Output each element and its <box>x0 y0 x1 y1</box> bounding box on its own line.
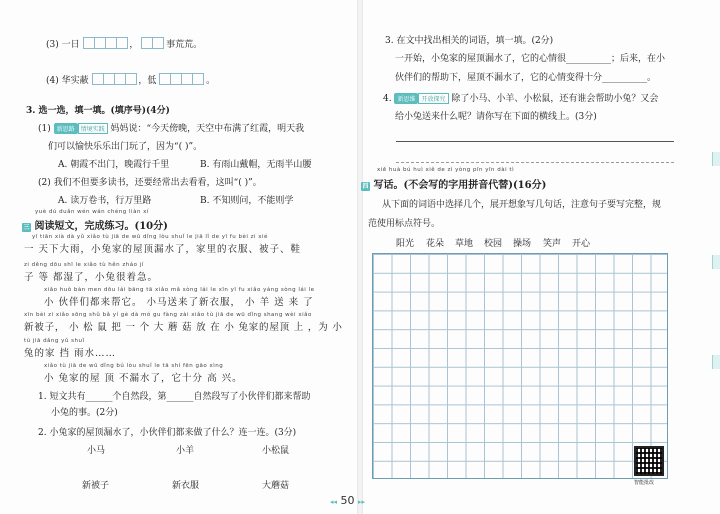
answer-line[interactable] <box>396 141 674 142</box>
answer-grid[interactable] <box>159 73 203 88</box>
pinyin-line: xiǎo huǒ bàn men dōu lái bāng tā xiǎo mǎ sòng lái le xīn yī fu xiǎo yáng sòng lái le <box>44 287 315 293</box>
passage-line: 一 天下大雨，小兔家的屋顶漏水了，家里的衣服、被子、鞋 <box>24 244 302 255</box>
answer-grid[interactable] <box>92 73 136 88</box>
question-2: 2. 小兔家的屋顶漏水了，小伙伴们都来做了什么？连一连。(3分) <box>38 428 297 438</box>
option-b[interactable]: B. 有雨山戴帽，无雨半山腰 <box>200 160 312 170</box>
word-3: 草地 <box>455 239 474 249</box>
passage-line: 小 伙伴们都来帮它。 小马送来了新衣服， 小 羊 送 来 了 <box>44 297 314 308</box>
right-q3-line2: 伙伴们的帮助下，屋顶不漏水了，它的心情变得十分__________。 <box>395 73 657 83</box>
passage-line: 兔的家 挡 雨水…… <box>24 348 117 359</box>
right-q3-line1: 一开始，小兔家的屋顶漏水了，它的心情很__________；后来，在小 <box>395 54 666 64</box>
word-5: 操场 <box>513 239 532 249</box>
right-q4-line2: 给小兔送来什么呢？请你写在下面的横线上。(3分) <box>395 112 597 122</box>
option-a[interactable]: A. 读万卷书，行万里路 <box>58 196 152 206</box>
answer-grid[interactable] <box>83 37 127 52</box>
right-question-3: 3. 在文中找出相关的词语，填一填。(2分) <box>385 36 554 46</box>
pinyin-line: yī tiān xià dà yǔ xiǎo tù jiā de wū dǐng lòu shuǐ le jiā lǐ de yī fu bèi zi xié <box>32 234 268 240</box>
idiom-item-3: (3) 一日 ， 事荒荒。 <box>46 37 202 52</box>
question-1-line2: 小兔的事。(2分) <box>51 408 118 418</box>
word-4: 校园 <box>484 239 503 249</box>
new-thinking-badge: 新思维 <box>394 93 418 104</box>
section-number-icon: 三 <box>23 224 30 231</box>
pinyin-line: xīn bèi zi xiǎo sōng shǔ bǎ yí gè dà mó gu fàng zài xiǎo tù jiā de wū dǐng shang wèi xiǎo <box>24 312 312 318</box>
option-b[interactable]: B. 不知则问，不能则学 <box>200 196 294 206</box>
pinyin-line: tù jiā dǎng yǔ shuǐ <box>24 338 85 344</box>
match-item-lamb[interactable]: 小羊 <box>176 446 195 456</box>
question-3-1-line2: 们可以愉快乐乐出门玩了，因为“( )”。 <box>48 142 203 152</box>
scenario-badge: 情境实践 <box>78 123 108 134</box>
question-3-2: (2) 我们不但要多读书，还要经常出去看看，这叫“( )”。 <box>38 178 262 188</box>
arrow-left-icon: ◂◂ <box>330 498 338 506</box>
idiom-item-4: (4) 华实蔽 ，低 。 <box>46 73 215 88</box>
question-1: 1. 短文共有______个自然段，第______自然段写了小伙伴们都来帮助 <box>38 392 311 402</box>
section-4-desc-2: 范使用标点符号。 <box>368 219 441 229</box>
word-6: 笑声 <box>543 239 562 249</box>
side-tab <box>712 152 720 166</box>
qr-code[interactable] <box>634 446 664 476</box>
book-spine <box>357 0 366 514</box>
open-explore-badge: 开放探究 <box>418 93 448 104</box>
pinyin-line: zi děng dōu shī le xiǎo tù hěn zháo jí <box>24 262 144 268</box>
match-item-quilt[interactable]: 新被子 <box>82 481 110 491</box>
passage-line: 子 等 都湿了，小兔很着急。 <box>24 272 159 283</box>
section-pinyin: xiě huà bú huì xiě de zì yòng pīn yīn dài tì <box>377 167 515 173</box>
word-2: 花朵 <box>426 239 445 249</box>
word-1: 阳光 <box>396 239 415 249</box>
section-number-icon: 四 <box>362 183 369 190</box>
word-7: 开心 <box>572 239 591 249</box>
page-number: ◂◂ 50 ▸▸ <box>330 494 366 507</box>
question-3-1: (1) 新思路 情境实践 妈妈说：“今天傍晚，天空中布满了红霞，明天我 <box>38 124 305 134</box>
section-4-desc-1: 从下面的词语中选择几个，展开想象写几句话，注意句子要写完整，规 <box>382 200 662 210</box>
section-4-heading: 四 写话。(不会写的字用拼音代替)(16分) <box>362 180 547 191</box>
pinyin-line: xiǎo tù jiā de wū dǐng bú lòu shuǐ le tā shí fēn gāo xìng <box>44 363 224 369</box>
section-pinyin: yuè dú duǎn wén wán chéng liàn xí <box>35 209 149 215</box>
match-item-mushroom[interactable]: 大蘑菇 <box>262 481 290 491</box>
right-question-4: 4. 新思维 开放探究 除了小马、小羊、小松鼠，还有谁会帮助小兔？又会 <box>383 94 659 104</box>
match-item-clothes[interactable]: 新衣服 <box>172 481 200 491</box>
option-a[interactable]: A. 朝霞不出门，晚霞行千里 <box>58 160 170 170</box>
passage-line: 新被子， 小 松 鼠 把 一 个 大 蘑 菇 放 在 小 兔家的屋顶 上 ，为 小 <box>24 322 343 333</box>
arrow-right-icon: ▸▸ <box>358 498 366 506</box>
match-item-squirrel[interactable]: 小松鼠 <box>262 446 290 456</box>
question-3-title: 3. 选一选，填一填。(填序号)(4分) <box>26 106 170 116</box>
answer-grid[interactable] <box>141 37 163 52</box>
side-tab <box>712 255 720 269</box>
section-3-heading: 三 阅读短文，完成练习。(10分) <box>23 221 168 232</box>
side-tab <box>712 355 720 369</box>
qr-label: 智能批改 <box>634 480 655 486</box>
match-item-pony[interactable]: 小马 <box>87 446 106 456</box>
passage-line: 小 兔家的屋 顶 不漏水了，它十分 高 兴。 <box>44 373 243 384</box>
answer-line[interactable] <box>396 162 674 163</box>
writing-grid[interactable] <box>372 253 668 479</box>
new-idea-badge: 新思路 <box>54 123 78 134</box>
